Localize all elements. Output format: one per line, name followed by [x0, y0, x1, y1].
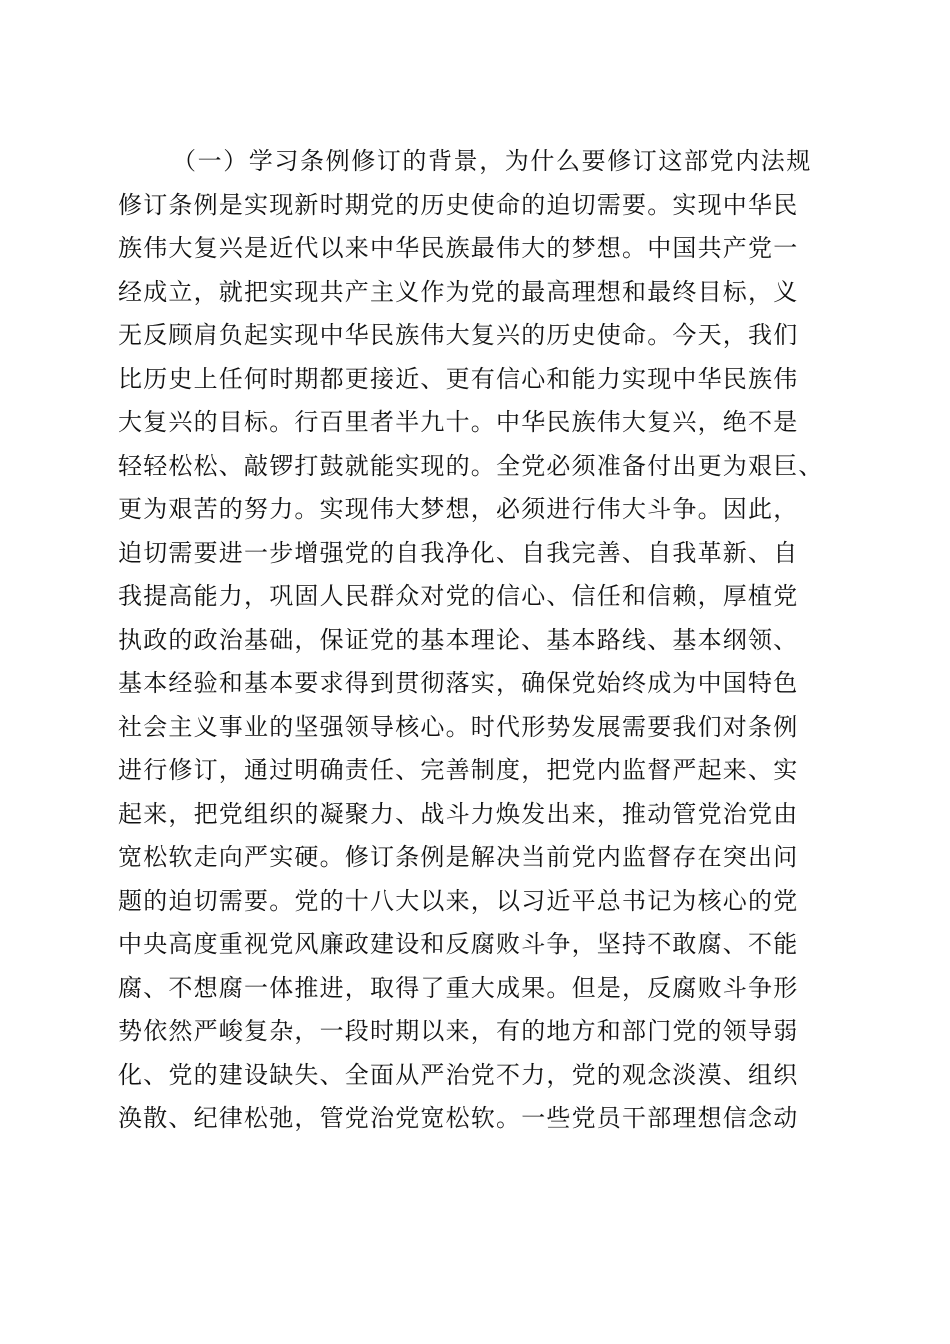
body-line: 迫切需要进一步增强党的自我净化、自我完善、自我革新、自 — [118, 538, 799, 567]
body-line: 执政的政治基础，保证党的基本理论、基本路线、基本纲领、 — [118, 625, 799, 654]
body-line: 宽松软走向严实硬。修订条例是解决当前党内监督存在突出问 — [118, 843, 799, 871]
body-line: 轻轻松松、敲锣打鼓就能实现的。全党必须准备付出更为艰巨、 — [118, 451, 824, 480]
body-line: 进行修订，通过明确责任、完善制度，把党内监督严起来、实 — [118, 756, 799, 784]
body-line: 中央高度重视党风廉政建设和反腐败斗争，坚持不敢腐、不能 — [118, 930, 799, 958]
body-line: 起来，把党组织的凝聚力、战斗力焕发出来，推动管党治党由 — [118, 799, 799, 828]
section-heading: （一）学习条例修订的背景，为什么要修订这部党内法规 — [172, 147, 812, 175]
body-line: 腐、不想腐一体推进，取得了重大成果。但是，反腐败斗争形 — [118, 973, 799, 1002]
body-line: 大复兴的目标。行百里者半九十。中华民族伟大复兴，绝不是 — [118, 408, 799, 436]
body-line: 基本经验和基本要求得到贯彻落实，确保党始终成为中国特色 — [118, 669, 799, 697]
body-line: 比历史上任何时期都更接近、更有信心和能力实现中华民族伟 — [118, 364, 799, 393]
body-line: 修订条例是实现新时期党的历史使命的迫切需要。实现中华民 — [118, 190, 799, 219]
body-line: 社会主义事业的坚强领导核心。时代形势发展需要我们对条例 — [118, 712, 799, 741]
body-line: 更为艰苦的努力。实现伟大梦想，必须进行伟大斗争。因此， — [118, 495, 799, 523]
document-body — [118, 140, 858, 1141]
body-line: 无反顾肩负起实现中华民族伟大复兴的历史使命。今天，我们 — [118, 321, 799, 349]
body-line: 势依然严峻复杂，一段时期以来，有的地方和部门党的领导弱 — [118, 1017, 799, 1045]
body-line: 我提高能力，巩固人民群众对党的信心、信任和信赖，厚植党 — [118, 582, 799, 610]
body-line: 经成立，就把实现共产主义作为党的最高理想和最终目标，义 — [118, 277, 799, 306]
body-line: 涣散、纪律松弛，管党治党宽松软。一些党员干部理想信念动 — [118, 1104, 799, 1132]
body-line: 题的迫切需要。党的十八大以来，以习近平总书记为核心的党 — [118, 886, 799, 915]
body-line: 族伟大复兴是近代以来中华民族最伟大的梦想。中国共产党一 — [118, 234, 799, 262]
body-line: 化、党的建设缺失、全面从严治党不力，党的观念淡漠、组织 — [118, 1060, 799, 1089]
